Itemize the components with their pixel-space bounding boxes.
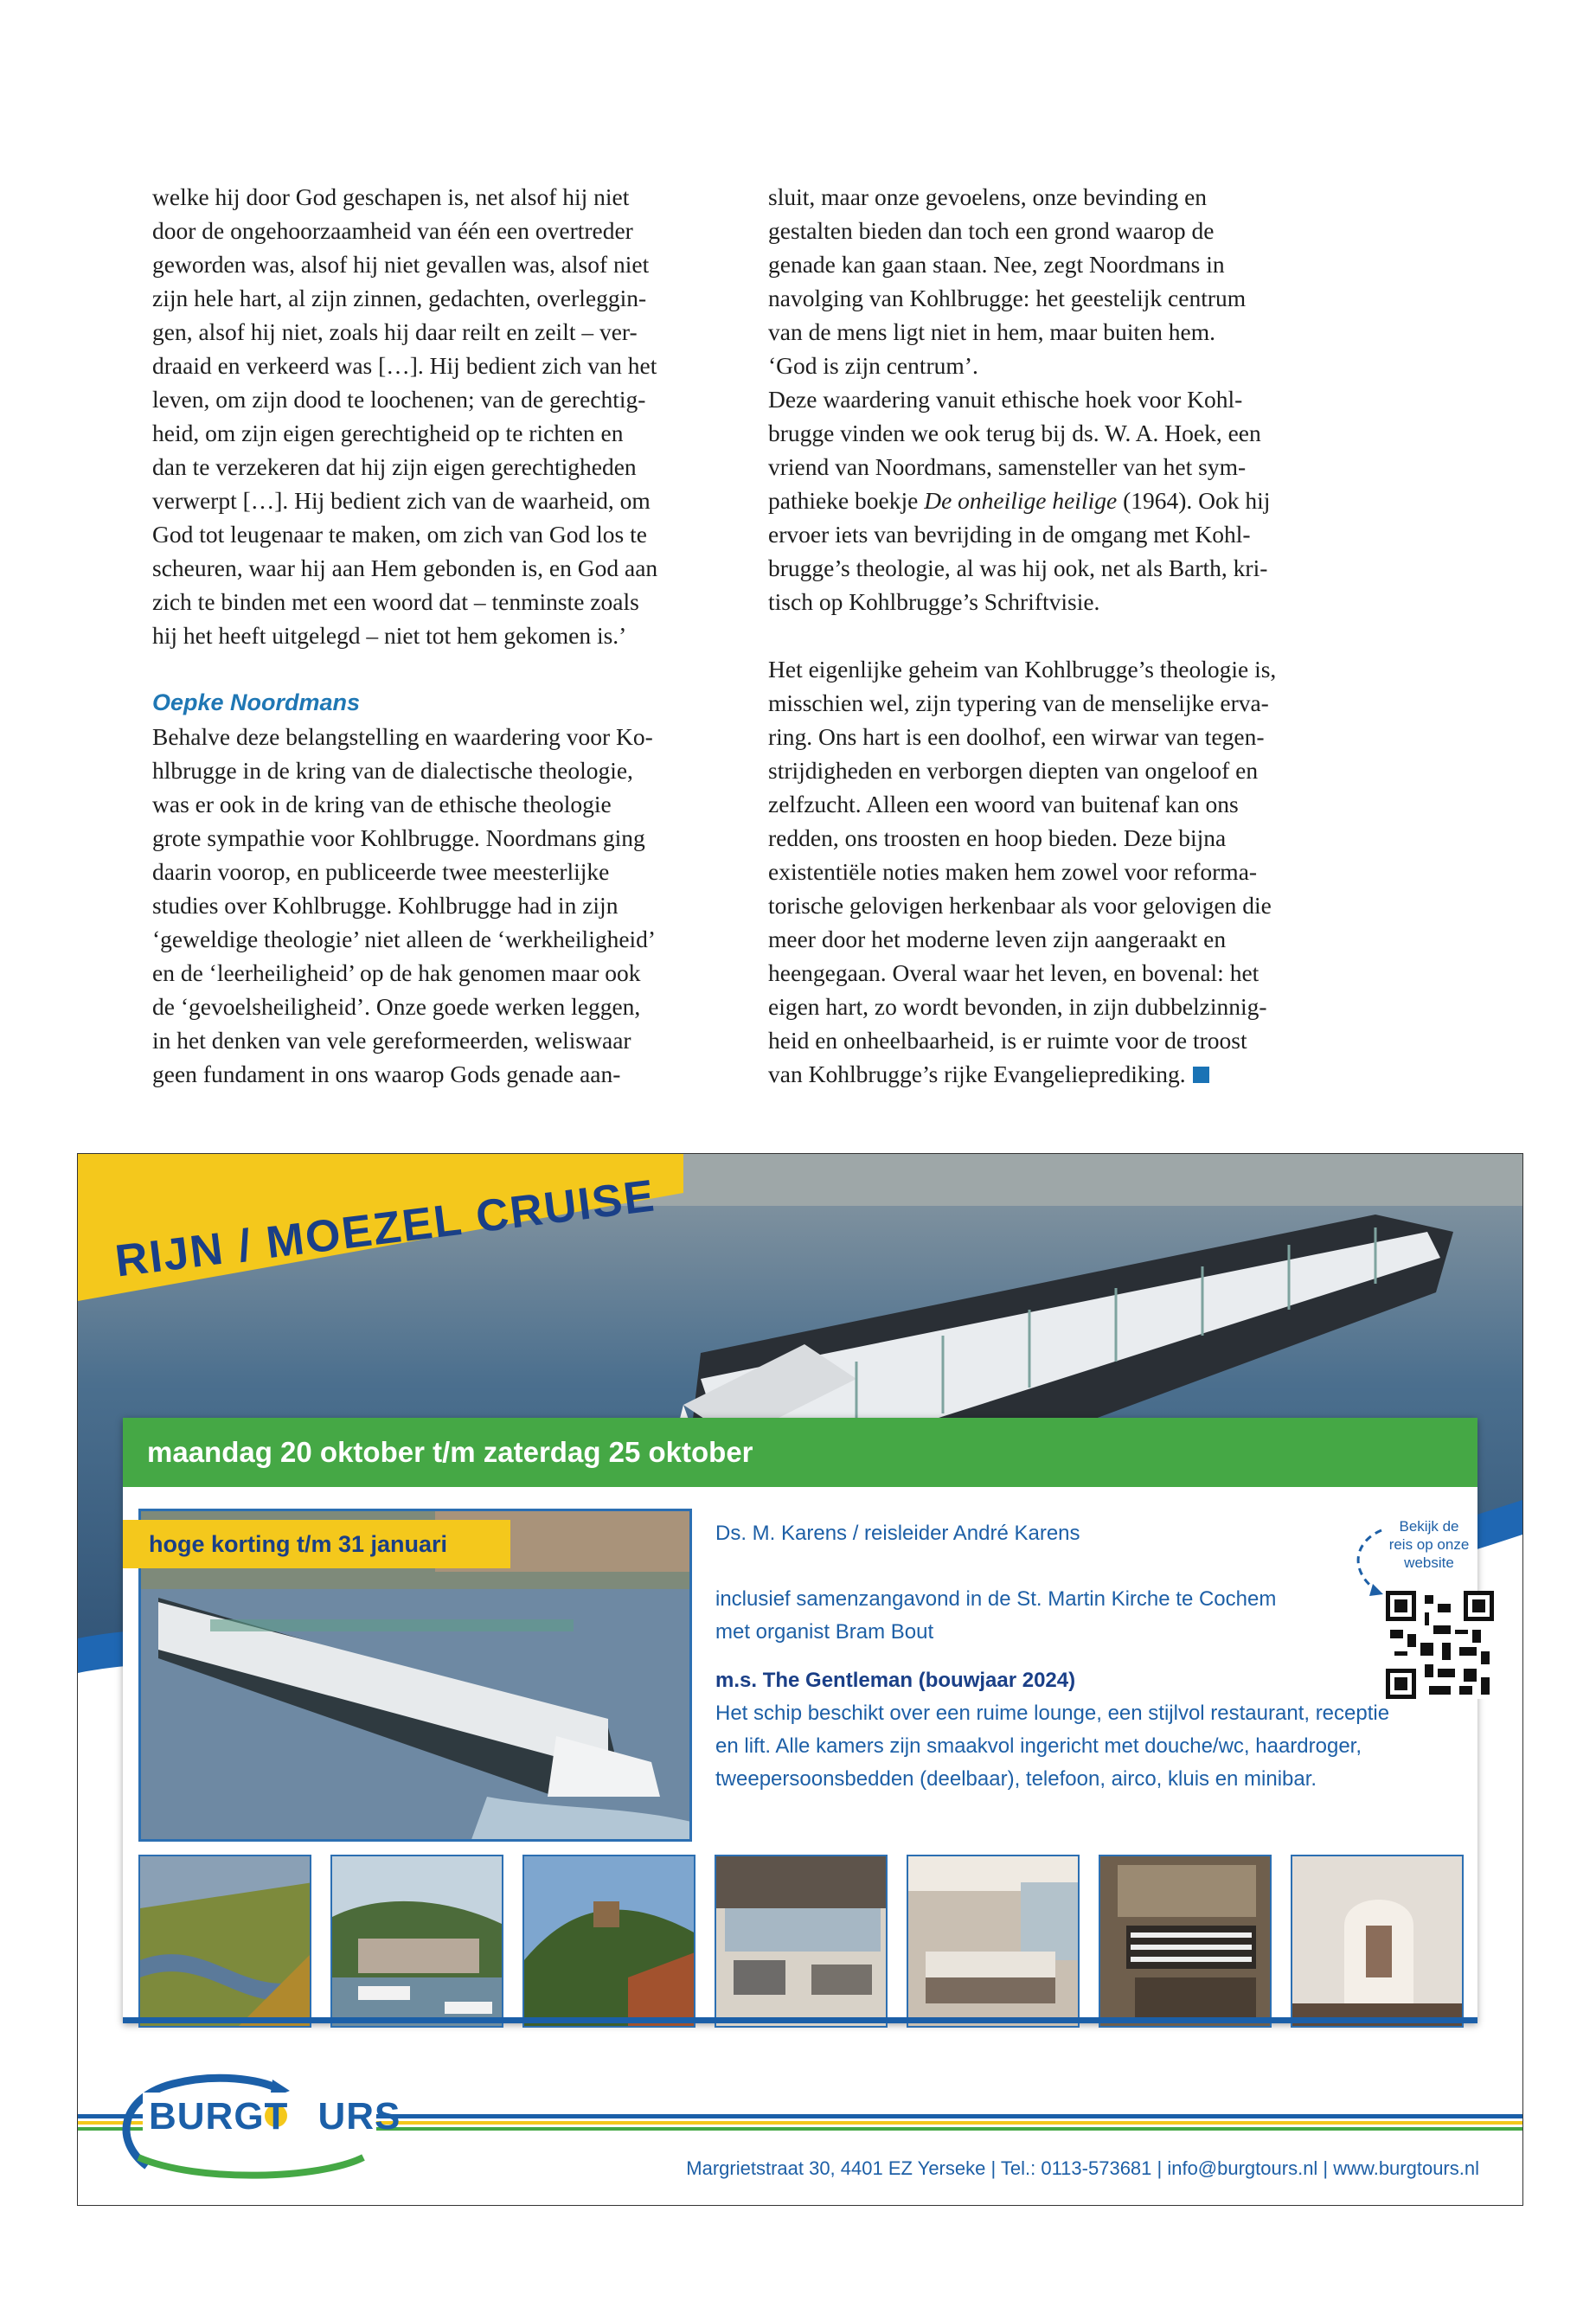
subheading: Oepke Noordmans [152, 689, 361, 715]
right-line: ‘God is zijn centrum’. [768, 352, 978, 379]
gallery-cochem [330, 1855, 503, 2028]
info-card [123, 1418, 1477, 2023]
left2-line: hlbrugge in de kring van de dialectische theologie, [152, 757, 633, 784]
gallery-cabin [907, 1855, 1080, 2028]
left-line: scheuren, waar hij aan Hem gebonden is, en God aan [152, 554, 658, 581]
left-paragraph-2 [152, 720, 723, 1091]
left2-line: in het denken van vele gereformeerden, weliswaar [152, 1027, 631, 1054]
gallery-organ [1099, 1855, 1272, 2028]
article-right-column [768, 180, 1339, 1091]
left-line: welke hij door God geschapen is, net alsof hij niet [152, 183, 630, 210]
right_b-line: tisch op Kohlbrugge’s Schriftvisie. [768, 588, 1100, 615]
left-line: hij het heeft uitgelegd – niet tot hem gekomen is.’ [152, 622, 627, 649]
right2-line: zelfzucht. Alleen een woord van buitenaf kan ons [768, 791, 1239, 817]
left-line: zich te binden met een woord dat – tenminste zoals [152, 588, 639, 615]
left-line: heid, om zijn eigen gerechtigheid op te richten en [152, 420, 624, 446]
left2-line: en de ‘leerheiligheid’ op de hak genomen maar ook [152, 959, 641, 986]
right-line: sluit, maar onze gevoelens, onze bevinding en [768, 183, 1208, 210]
left2-line: was er ook in de kring van de ethische theologie [152, 791, 612, 817]
right2-line: meer door het moderne leven zijn aangeraakt en [768, 926, 1227, 952]
discount-badge: hoge korting t/m 31 januari [123, 1520, 510, 1568]
ship-desc-3: tweepersoonsbedden (deelbaar), telefoon, airco, kluis en minibar. [715, 1767, 1317, 1791]
right-paragraph-1b [768, 517, 1339, 619]
left-line: God tot leugenaar te maken, om zich van God los te [152, 521, 647, 548]
logo-text-a: BURGT [149, 2095, 289, 2138]
right2-line: existentiële noties maken hem zowel voor reforma- [768, 858, 1258, 885]
book-line: pathieke boekje De onheilige heilige (1964). Ook hij [768, 487, 1271, 514]
contact-address: Margrietstraat 30, 4401 EZ Yerseke | Tel.: 0113-573681 | info@burgtours.nl | www.burgtours.nl [686, 2157, 1479, 2179]
right2-line: heid en onheelbaarheid, is er ruimte voor de troost [768, 1027, 1247, 1054]
right2-line: misschien wel, zijn typering van de menselijke erva- [768, 689, 1269, 716]
gallery-church [1291, 1855, 1464, 2028]
left2-line: de ‘gevoelsheiligheid’. Onze goede werken leggen, [152, 993, 641, 1020]
left-line: dan te verzekeren dat hij zijn eigen gerechtigheden [152, 453, 637, 480]
ship-desc-1: Het schip beschikt over een ruime lounge, een stijlvol restaurant, receptie [715, 1702, 1390, 1725]
logo-text-b: URS [317, 2095, 401, 2138]
gallery-vineyard [138, 1855, 311, 2028]
left-line: draaid en verkeerd was […]. Hij bedient zich van het [152, 352, 657, 379]
right2-line: ring. Ons hart is een doolhof, een wirwar van tegen- [768, 723, 1265, 750]
left-line: verwerpt […]. Hij bedient zich van de waarheid, om [152, 487, 651, 514]
book-title: De onheilige heilige [924, 487, 1118, 514]
tour-info [715, 1517, 1442, 1796]
right-line: van de mens ligt niet in hem, maar buiten hem. [768, 318, 1216, 345]
right2-line: redden, ons troosten en hoop bieden. Deze bijna [768, 824, 1227, 851]
gallery-castle [522, 1855, 695, 2028]
right-paragraph-2 [768, 652, 1339, 1091]
tour-extra-1: inclusief samenzangavond in de St. Martin Kirche te Cochem [715, 1587, 1277, 1611]
left2-line: geen fundament in ons waarop Gods genade aan- [152, 1061, 621, 1087]
left-line: gen, alsof hij niet, zoals hij daar reilt en zeilt – ver- [152, 318, 638, 345]
right2-line: Het eigenlijke geheim van Kohlbrugge’s theologie is, [768, 656, 1277, 683]
right-paragraph-1 [768, 180, 1339, 484]
left2-line: daarin voorop, en publiceerde twee meesterlijke [152, 858, 610, 885]
right2-line: heengegaan. Overal waar het leven, en bovenal: het [768, 959, 1259, 986]
left-line: geworden was, alsof hij niet gevallen was, alsof niet [152, 251, 650, 278]
qr-code-icon[interactable] [1386, 1591, 1494, 1699]
ship-heading: m.s. The Gentleman (bouwjaar 2024) [715, 1669, 1076, 1692]
right-line: brugge vinden we ook terug bij ds. W. A. Hoek, een [768, 420, 1261, 446]
cruise-advertisement [77, 1153, 1523, 2206]
article-left-column [152, 180, 723, 1091]
right-line: vriend van Noordmans, samensteller van het sym- [768, 453, 1247, 480]
left-line: zijn hele hart, al zijn zinnen, gedachten, overleggin- [152, 285, 647, 311]
left2-line: ‘geweldige theologie’ niet alleen de ‘werkheiligheid’ [152, 926, 657, 952]
ship-desc-2: en lift. Alle kamers zijn smaakvol ingericht met douche/wc, haardroger, [715, 1734, 1362, 1758]
left2-line: Behalve deze belangstelling en waardering voor Ko- [152, 723, 653, 750]
tour-extra-2: met organist Bram Bout [715, 1620, 934, 1644]
tour-leaders: Ds. M. Karens / reisleider André Karens [715, 1522, 1080, 1545]
right-line: navolging van Kohlbrugge: het geestelijk centrum [768, 285, 1247, 311]
qr-block [1351, 1517, 1472, 1572]
gallery-lounge [715, 1855, 888, 2028]
end-mark-icon [1193, 1067, 1209, 1083]
left2-line: grote sympathie voor Kohlbrugge. Noordmans ging [152, 824, 645, 851]
right_b-line: ervoer iets van bevrijding in de omgang met Kohl- [768, 521, 1251, 548]
right2-line: strijdigheden en verborgen diepten van ongeloof en [768, 757, 1259, 784]
photo-gallery [138, 1855, 1462, 2032]
left2-line: studies over Kohlbrugge. Kohlbrugge had in zijn [152, 892, 619, 919]
left-paragraph-1 [152, 180, 723, 652]
right-line: gestalten bieden dan toch een grond waarop de [768, 217, 1215, 244]
qr-caption: Bekijk de reis op onze website [1388, 1518, 1470, 1571]
left-line: leven, om zijn dood te loochenen; van de gerechtig- [152, 386, 646, 413]
ad-title: RIJN / MOEZEL CRUISE [112, 1170, 658, 1287]
right2-line: van Kohlbrugge’s rijke Evangelieprediking. [768, 1057, 1339, 1091]
right-line: genade kan gaan staan. Nee, zegt Noordmans in [768, 251, 1225, 278]
arrow-icon [1347, 1522, 1390, 1599]
right2-line: torische gelovigen herkenbaar als voor gelovigen die [768, 892, 1272, 919]
right_b-line: brugge’s theologie, al was hij ook, net als Barth, kri- [768, 554, 1268, 581]
right-line: Deze waardering vanuit ethische hoek voor Kohl- [768, 386, 1243, 413]
right2-line: eigen hart, zo wordt bevonden, in zijn dubbelzinnig- [768, 993, 1267, 1020]
left-line: door de ongehoorzaamheid van één een overtreder [152, 217, 633, 244]
date-band: maandag 20 oktober t/m zaterdag 25 oktober [123, 1418, 1477, 1487]
